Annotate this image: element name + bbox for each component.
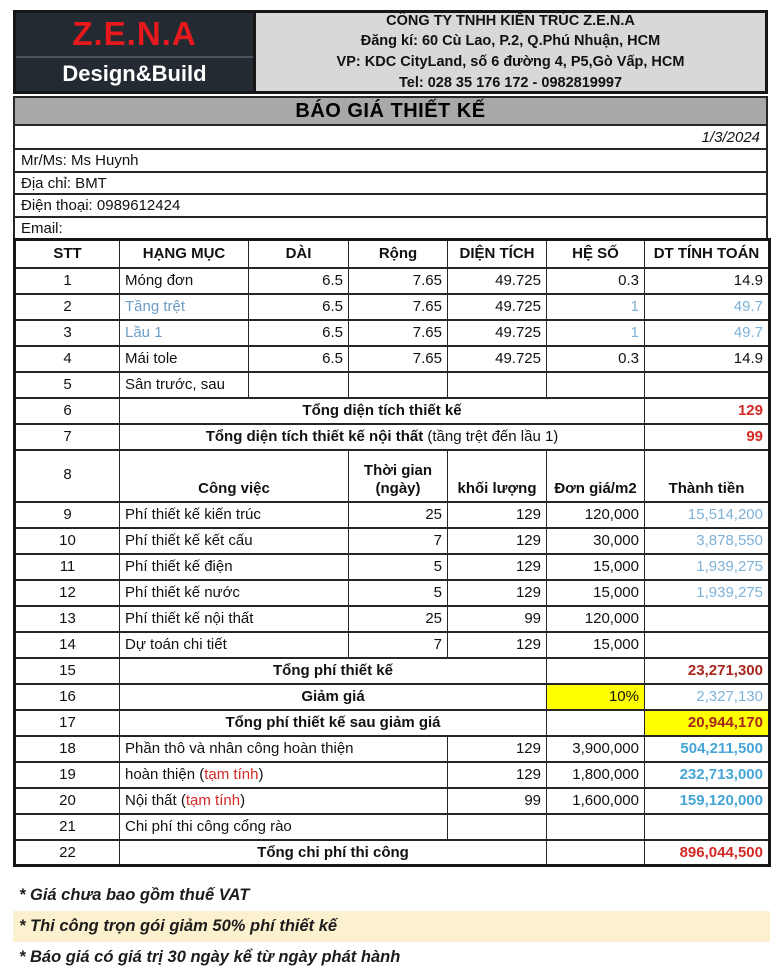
table-cell: 2: [15, 294, 120, 320]
table-cell: 25: [349, 606, 448, 632]
table-cell: 99: [645, 424, 770, 450]
table-cell: 18: [15, 736, 120, 762]
client-phone-row: Điện thoại: 0989612424: [13, 193, 768, 218]
table-cell: 7.65: [349, 294, 448, 320]
table-cell: Tổng phí thiết kế sau giảm giá: [120, 710, 547, 736]
table-row: [15, 684, 770, 710]
table-row: [15, 424, 770, 450]
table-cell: 7.65: [349, 268, 448, 294]
table-cell: [547, 372, 645, 398]
table-row: [15, 814, 770, 840]
table-cell: 15,000: [547, 554, 645, 580]
table-cell: 129: [448, 502, 547, 528]
table-cell: 25: [349, 502, 448, 528]
table-cell: 1,939,275: [645, 580, 770, 606]
column-header: DÀI: [249, 240, 349, 268]
table-cell: 6: [15, 398, 120, 424]
table-cell: 129: [448, 632, 547, 658]
table-cell: Thời gian (ngày): [349, 450, 448, 502]
table-row: [15, 658, 770, 684]
table-cell: 129: [448, 736, 547, 762]
table-cell: 0.3: [547, 268, 645, 294]
table-cell: Phí thiết kế nội thất: [120, 606, 349, 632]
table-cell: [645, 632, 770, 658]
table-row: [15, 840, 770, 866]
table-cell: Tổng diện tích thiết kế: [120, 398, 645, 424]
table-row: [15, 554, 770, 580]
table-cell: [547, 710, 645, 736]
table-cell: 120,000: [547, 606, 645, 632]
table-row: [15, 606, 770, 632]
table-cell: 14: [15, 632, 120, 658]
table-cell: 1,600,000: [547, 788, 645, 814]
table-cell: khối lượng: [448, 450, 547, 502]
company-phone: Tel: 028 35 176 172 - 0982819997: [398, 74, 623, 91]
table-cell: [120, 788, 448, 814]
table-cell: [547, 658, 645, 684]
table-cell: Phí thiết kế kiến trúc: [120, 502, 349, 528]
table-row: [15, 528, 770, 554]
table-cell: 23,271,300: [645, 658, 770, 684]
table-cell: [249, 372, 349, 398]
table-cell: 504,211,500: [645, 736, 770, 762]
table-cell: 15,000: [547, 632, 645, 658]
note-vat: * Giá chưa bao gồm thuế VAT: [19, 886, 250, 904]
table-cell: Phí thiết kế kết cấu: [120, 528, 349, 554]
table-cell: 49.7: [645, 294, 770, 320]
table-cell: 129: [448, 762, 547, 788]
table-cell: [349, 372, 448, 398]
table-cell: 129: [448, 580, 547, 606]
document-title: BÁO GIÁ THIẾT KẾ: [13, 96, 768, 126]
column-header: DT TÍNH TOÁN: [645, 240, 770, 268]
table-cell: Sân trước, sau: [120, 372, 249, 398]
table-cell: 49.725: [448, 294, 547, 320]
table-cell: 30,000: [547, 528, 645, 554]
table-cell: [645, 814, 770, 840]
table-cell: 120,000: [547, 502, 645, 528]
table-cell: 10%: [547, 684, 645, 710]
table-cell: Phí thiết kế điện: [120, 554, 349, 580]
table-cell: 99: [448, 788, 547, 814]
quotation-table: [13, 238, 771, 867]
table-cell: Móng đơn: [120, 268, 249, 294]
table-row: [15, 502, 770, 528]
table-cell: Mái tole: [120, 346, 249, 372]
table-cell: 1,939,275: [645, 554, 770, 580]
table-cell: 7.65: [349, 346, 448, 372]
note-discount: * Thi công trọn gói giảm 50% phí thiết kế: [13, 911, 770, 942]
table-row: [15, 294, 770, 320]
table-cell: 14.9: [645, 346, 770, 372]
client-name-row: Mr/Ms: Ms Huynh: [13, 148, 768, 173]
table-cell: 129: [448, 528, 547, 554]
company-logo: [16, 13, 256, 91]
footnotes: [13, 880, 768, 973]
table-cell: 19: [15, 762, 120, 788]
table-cell: 7: [349, 632, 448, 658]
table-cell: 15,514,200: [645, 502, 770, 528]
table-cell: [448, 814, 547, 840]
column-header: HỆ SỐ: [547, 240, 645, 268]
company-registered-address: Đăng kí: 60 Cù Lao, P.2, Q.Phú Nhuận, HCM: [360, 33, 661, 50]
logo-name: Z.E.N.A: [72, 15, 197, 53]
table-cell: [120, 424, 645, 450]
cell-text-part: (tầng trệt đến lầu 1): [427, 428, 559, 445]
table-cell: Tổng chi phí thi công: [120, 840, 547, 866]
table-cell: Đơn giá/m2: [547, 450, 645, 502]
table-cell: 0.3: [547, 346, 645, 372]
table-cell: 13: [15, 606, 120, 632]
table-header: [15, 240, 770, 268]
table-cell: 6.5: [249, 268, 349, 294]
cell-text-part: ): [240, 792, 246, 809]
client-address-row: Địa chỉ: BMT: [13, 171, 768, 196]
date-row: 1/3/2024: [13, 124, 768, 151]
table-cell: 16: [15, 684, 120, 710]
table-cell: Tầng trệt: [120, 294, 249, 320]
table-cell: 1: [547, 294, 645, 320]
table-cell: Phần thô và nhân công hoàn thiện: [120, 736, 448, 762]
table-cell: 7.65: [349, 320, 448, 346]
cell-text-part: tạm tính: [185, 792, 241, 809]
table-cell: 22: [15, 840, 120, 866]
logo-subtitle: Design&Build: [62, 61, 207, 87]
cell-text-part: hoàn thiện (: [125, 766, 205, 783]
table-cell: 12: [15, 580, 120, 606]
logo-subtitle-block: [16, 56, 253, 91]
table-cell: 5: [349, 580, 448, 606]
table-cell: 5: [15, 372, 120, 398]
table-row: [15, 372, 770, 398]
table-body: [15, 268, 770, 866]
table-cell: 99: [448, 606, 547, 632]
table-cell: 20,944,170: [645, 710, 770, 736]
table-cell: 15,000: [547, 580, 645, 606]
client-email-row: Email:: [13, 216, 768, 241]
table-cell: 4: [15, 346, 120, 372]
table-cell: Lầu 1: [120, 320, 249, 346]
column-header: STT: [15, 240, 120, 268]
table-cell: Giảm giá: [120, 684, 547, 710]
company-office-address: VP: KDC CityLand, số 6 đường 4, P5,Gò Vấp, HCM: [336, 54, 685, 70]
table-cell: [547, 814, 645, 840]
table-cell: 7: [349, 528, 448, 554]
table-cell: 896,044,500: [645, 840, 770, 866]
table-cell: 3,900,000: [547, 736, 645, 762]
table-cell: 3: [15, 320, 120, 346]
table-cell: 1: [15, 268, 120, 294]
table-cell: Thành tiền: [645, 450, 770, 502]
table-cell: [448, 372, 547, 398]
table-row: [15, 320, 770, 346]
table-cell: 5: [349, 554, 448, 580]
table-cell: Chi phí thi công cổng rào: [120, 814, 448, 840]
table-row: [15, 736, 770, 762]
table-cell: 1: [547, 320, 645, 346]
table-cell: [645, 372, 770, 398]
table-cell: 1,800,000: [547, 762, 645, 788]
company-header: [13, 10, 768, 94]
cell-text-part: ): [258, 766, 264, 783]
column-header: HẠNG MỤC: [120, 240, 249, 268]
cell-text-part: tạm tính: [204, 766, 259, 783]
table-row: [15, 632, 770, 658]
table-cell: 17: [15, 710, 120, 736]
table-cell: 49.7: [645, 320, 770, 346]
table-cell: 15: [15, 658, 120, 684]
table-cell: 49.725: [448, 320, 547, 346]
table-cell: 129: [645, 398, 770, 424]
table-cell: 129: [448, 554, 547, 580]
table-cell: 2,327,130: [645, 684, 770, 710]
table-cell: 159,120,000: [645, 788, 770, 814]
table-cell: 21: [15, 814, 120, 840]
table-cell: [120, 762, 448, 788]
table-row: [15, 268, 770, 294]
table-cell: 10: [15, 528, 120, 554]
table-row: [15, 788, 770, 814]
table-cell: 232,713,000: [645, 762, 770, 788]
table-header-row: [15, 240, 770, 268]
table-cell: 49.725: [448, 346, 547, 372]
table-row: [15, 710, 770, 736]
table-cell: 20: [15, 788, 120, 814]
table-row: [15, 398, 770, 424]
column-header: DIỆN TÍCH: [448, 240, 547, 268]
table-cell: 6.5: [249, 320, 349, 346]
table-row: [15, 580, 770, 606]
logo-name-block: [16, 13, 253, 56]
table-cell: 49.725: [448, 268, 547, 294]
company-name: CÔNG TY TNHH KIẾN TRÚC Z.E.N.A: [386, 12, 635, 29]
table-cell: 14.9: [645, 268, 770, 294]
table-cell: 6.5: [249, 294, 349, 320]
table-row: [15, 346, 770, 372]
table-cell: 9: [15, 502, 120, 528]
table-row: [15, 450, 770, 502]
company-info: [256, 13, 765, 91]
column-header: Rộng: [349, 240, 448, 268]
table-cell: [547, 840, 645, 866]
table-cell: Dự toán chi tiết: [120, 632, 349, 658]
table-cell: Phí thiết kế nước: [120, 580, 349, 606]
table-cell: Công việc: [120, 450, 349, 502]
table-row: [15, 762, 770, 788]
table-cell: 3,878,550: [645, 528, 770, 554]
note-validity: * Báo giá có giá trị 30 ngày kể từ ngày phát hành: [19, 948, 401, 966]
table-cell: Tổng phí thiết kế: [120, 658, 547, 684]
table-cell: 6.5: [249, 346, 349, 372]
cell-text-part: Tổng diện tích thiết kế nội thất: [205, 428, 428, 445]
table-cell: [645, 606, 770, 632]
table-cell: 11: [15, 554, 120, 580]
table-cell: 8: [15, 450, 120, 502]
cell-text-part: Nội thất (: [125, 792, 186, 809]
table-cell: 7: [15, 424, 120, 450]
